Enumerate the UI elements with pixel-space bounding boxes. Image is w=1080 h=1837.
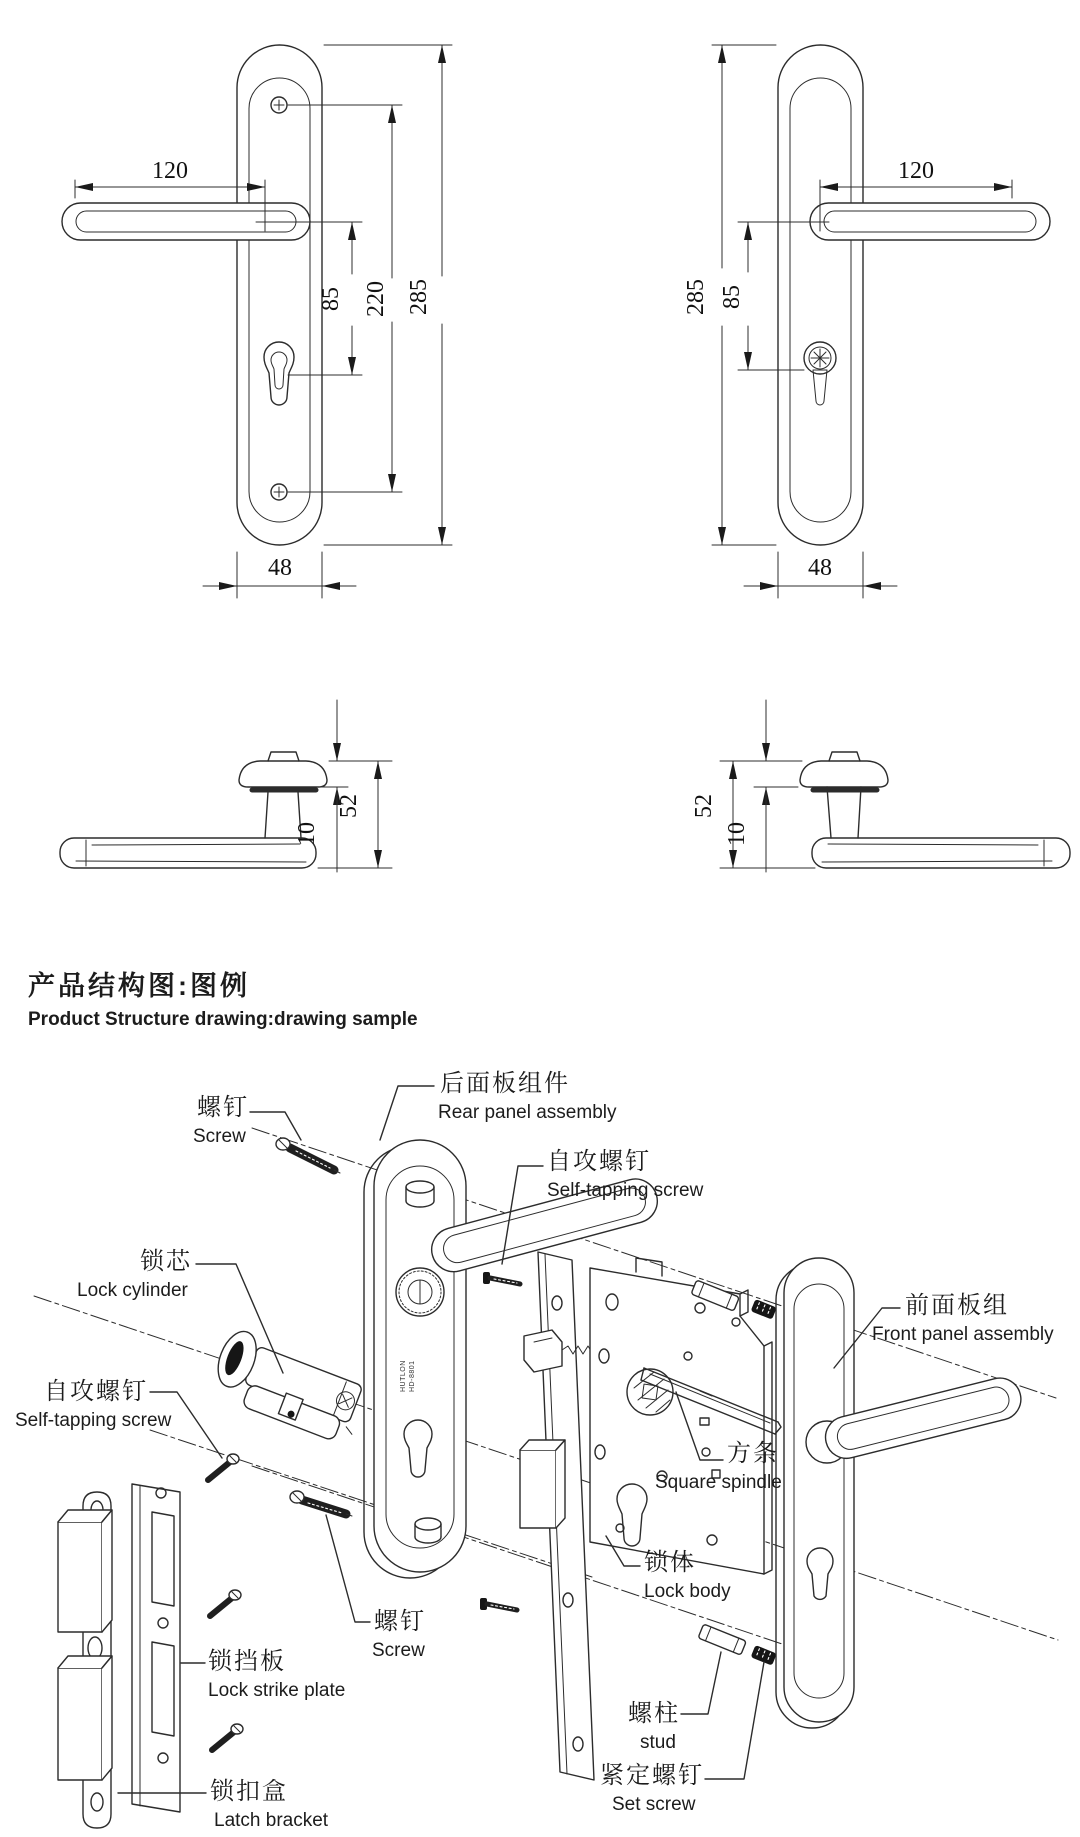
label-stud: [628, 1700, 680, 1755]
set-screw-part: [751, 1299, 777, 1320]
screw-top-part: [276, 1138, 340, 1173]
label-square-spindle-en: Square spindle: [655, 1471, 782, 1493]
label-stud-cn: 螺柱: [628, 1700, 680, 1727]
dim-rightside-base: 10: [724, 822, 750, 846]
label-latch-bracket-cn: 锁扣盒: [210, 1778, 288, 1805]
label-screw-top-cn: 螺钉: [197, 1094, 249, 1121]
strike-plate-part: [132, 1484, 180, 1812]
self-tapping-screw-part: [208, 1454, 243, 1750]
section-heading: [28, 964, 418, 1031]
label-stud-en: stud: [640, 1731, 676, 1753]
label-self-tapping-left-cn: 自攻螺钉: [44, 1378, 148, 1405]
label-screw-top-en: Screw: [193, 1125, 246, 1147]
label-rear-panel: [440, 1070, 616, 1125]
brand-mark-line2: HD-8801: [409, 1360, 416, 1392]
label-screw-bottom-en: Screw: [372, 1639, 425, 1661]
label-lock-cylinder-cn: 锁芯: [140, 1248, 192, 1275]
side-view-left: [60, 700, 392, 872]
label-front-panel-cn: 前面板组: [905, 1292, 1009, 1319]
label-rear-panel-en: Rear panel assembly: [438, 1101, 617, 1123]
label-set-screw: [600, 1762, 704, 1817]
label-screw-bottom-cn: 螺钉: [374, 1608, 426, 1635]
lock-body-part: [590, 1258, 772, 1574]
label-square-spindle: [655, 1440, 782, 1495]
exploded-view: [34, 1086, 1058, 1828]
label-lock-body: [644, 1549, 731, 1604]
dim-left-lever-length: 120: [152, 158, 188, 184]
side-view-right: [691, 700, 1070, 872]
dim-right-lever-length: 120: [898, 158, 934, 184]
lock-cylinder-part: [206, 1326, 372, 1446]
dim-left-plate-width: 48: [268, 555, 292, 581]
latch-bracket-part: [58, 1492, 112, 1828]
label-screw-bottom: [374, 1608, 426, 1663]
label-front-panel-en: Front panel assembly: [872, 1323, 1054, 1345]
self-tapping-screw-faceplate-part: [480, 1272, 520, 1610]
label-front-panel: [872, 1292, 1054, 1347]
label-latch-bracket-en: Latch bracket: [214, 1809, 329, 1831]
section-heading-en: Product Structure drawing:drawing sample: [28, 1009, 418, 1030]
section-heading-cn: 产品结构图:图例: [28, 971, 250, 1001]
dim-leftside-overall: 52: [336, 794, 362, 818]
label-strike-plate: [208, 1648, 345, 1703]
label-self-tapping-top-cn: 自攻螺钉: [547, 1148, 651, 1175]
faceplate-strip-part: [520, 1252, 598, 1780]
label-rear-panel-cn: 后面板组件: [440, 1070, 570, 1097]
dim-right-plate-width: 48: [808, 555, 832, 581]
dim-right-plate-height: 285: [683, 279, 709, 315]
label-square-spindle-cn: 方条: [727, 1440, 779, 1467]
lever-right: [810, 203, 1050, 240]
screw-bottom-part: [290, 1491, 352, 1516]
dim-left-plate-height: 285: [406, 279, 432, 315]
label-lock-body-en: Lock body: [644, 1580, 731, 1602]
label-lock-cylinder: [77, 1248, 192, 1303]
keyhole-right: [813, 370, 827, 405]
label-set-screw-cn: 紧定螺钉: [600, 1762, 704, 1789]
dim-left-lever-to-cylinder: 85: [318, 287, 344, 311]
label-strike-plate-cn: 锁挡板: [208, 1648, 286, 1675]
brand-mark-line1: HUTLON: [400, 1360, 407, 1392]
label-set-screw-en: Set screw: [612, 1793, 696, 1815]
dim-left-screw-centers: 220: [363, 281, 389, 317]
label-latch-bracket: [210, 1778, 328, 1833]
label-self-tapping-left: [15, 1378, 172, 1433]
label-self-tapping-top: [547, 1148, 703, 1203]
label-screw-top: [193, 1094, 249, 1149]
label-lock-body-cn: 锁体: [644, 1549, 696, 1576]
dim-rightside-overall: 52: [691, 794, 717, 818]
keyhole-left: [264, 342, 294, 405]
dim-right-lever-to-cylinder: 85: [719, 285, 745, 309]
label-lock-cylinder-en: Lock cylinder: [77, 1279, 188, 1301]
stud-part: [698, 1624, 746, 1655]
label-self-tapping-left-en: Self-tapping screw: [15, 1409, 172, 1431]
front-view-left-plate: [62, 45, 452, 598]
front-view-right-plate: [683, 45, 1050, 598]
label-strike-plate-en: Lock strike plate: [208, 1679, 346, 1701]
label-self-tapping-top-en: Self-tapping screw: [547, 1179, 704, 1201]
dim-leftside-base: 10: [294, 822, 320, 846]
